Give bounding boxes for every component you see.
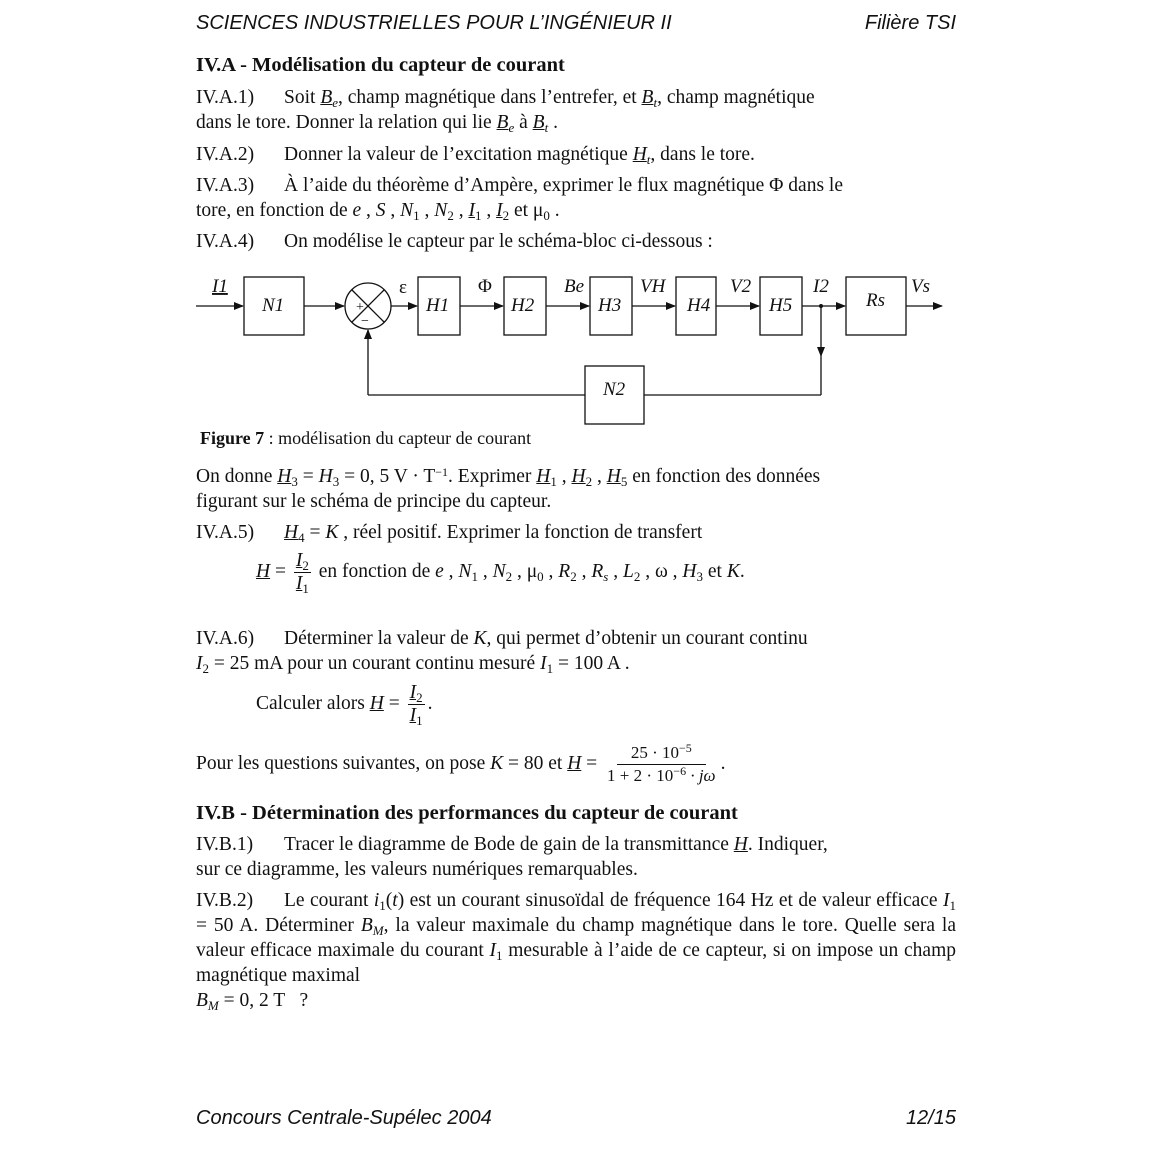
label-v2: V2 bbox=[730, 276, 752, 297]
section-b-title: IV.B - Détermination des performances du capteur de courant bbox=[196, 802, 738, 824]
q-number: IV.A.1) bbox=[196, 87, 255, 108]
question-a2: IV.A.2) Donner la valeur de l’excitation magnétique $H_t$, dans le tore. bbox=[196, 144, 755, 167]
block-h4: H4 bbox=[687, 295, 711, 316]
q-text: Tracer le diagramme de Bode de gain de la transmittance bbox=[284, 834, 729, 855]
transfer-function: H = $\frac{I_2}{I_1}$ en fonction de e , $N_1$ , $N_2$ , $\mu_0$ , $R_2$ , $R_s$ , $L_2$ , ω , $H_3$ et K. bbox=[256, 550, 745, 596]
question-a5: IV.A.5) $H_4 = K$ , réel positif. Exprimer la fonction de transfert bbox=[196, 522, 703, 545]
q-text: Déterminer la valeur de bbox=[284, 628, 469, 649]
value-bm: 0, 2 T bbox=[239, 990, 285, 1011]
value-i2: 25 mA bbox=[229, 653, 283, 674]
given-text: . Exprimer bbox=[448, 466, 532, 487]
q-text: , la valeur maximale du champ magnétique dans le tore. Quelle sera la valeur efficace maximale du courant bbox=[196, 915, 957, 961]
q-text: à bbox=[519, 112, 528, 133]
q-text: est un courant sinusoïdal de fréquence bbox=[409, 890, 711, 911]
given-text: en fonction des données bbox=[632, 466, 821, 487]
q-text: réel positif. Exprimer la fonction de transfert bbox=[352, 522, 703, 543]
given-value: 0, 5 V · T bbox=[359, 466, 436, 487]
q-number: IV.A.6) bbox=[196, 628, 255, 649]
question-b2: IV.B.2) Le courant $i_1(t)$ est un courant sinusoïdal de fréquence 164 Hz et de valeur efficace $I_1 = 50$ A. Déterminer $B_M$, la valeur maximale du champ magnétique dans le tore. Quelle sera la valeur efficace maximale du courant $I_1$ mesurable à l’aide de ce capteur, si on impose un champ magnétique maximal $B_M = 0$, 2 T ? bbox=[196, 890, 957, 1013]
q-text: On modélise le capteur par le schéma-bloc ci-dessous : bbox=[284, 231, 713, 252]
label-be: Be bbox=[564, 276, 585, 297]
question-a1: IV.A.1) Soit $B_e$, champ magnétique dans l’entrefer, et $B_t$, champ magnétique dans le tore. Donner la relation qui lie $B_e$ à $B_t$ . bbox=[196, 87, 815, 135]
q-text: , champ magnétique dans l’entrefer, et bbox=[338, 87, 637, 108]
label-input: I1 bbox=[212, 276, 228, 297]
pose-k: 80 bbox=[523, 752, 544, 774]
block-rs: Rs bbox=[866, 290, 885, 311]
question-b1: IV.B.1) Tracer le diagramme de Bode de gain de la transmittance H. Indiquer, sur ce diagramme, les valeurs numériques remarquables. bbox=[196, 834, 828, 880]
header-track: Filière TSI bbox=[864, 12, 956, 34]
q-text: , qui permet d’obtenir un courant continu bbox=[486, 628, 808, 649]
q-number: IV.B.1) bbox=[196, 834, 254, 855]
q-text: . Indiquer, bbox=[747, 834, 828, 855]
q-text: Calculer alors bbox=[256, 692, 365, 714]
block-n1: N1 bbox=[262, 295, 285, 316]
q-text: Donner la valeur de l’excitation magnétique bbox=[284, 144, 628, 165]
q-text: dans le bbox=[788, 175, 843, 196]
label-vs: Vs bbox=[911, 276, 930, 297]
pose-text: et bbox=[548, 752, 563, 774]
label-i2: I2 bbox=[813, 276, 829, 297]
given-paragraph: On donne $H_3 = H_3 = 0$, 5 $V \cdot T^{-1}$. Exprimer $H_1$ , $H_2$ , $H_5$ en fonction des données figurant sur le schéma de principe du capteur. bbox=[196, 465, 821, 512]
q-text: Le courant bbox=[284, 890, 369, 911]
q-number: IV.A.3) bbox=[196, 175, 255, 196]
value-i1: 100 A bbox=[573, 653, 620, 674]
sum-minus: − bbox=[361, 314, 369, 329]
value-freq: 164 Hz bbox=[716, 890, 774, 911]
calc-h: Calculer alors H = $\frac{I_2}{I_1}$ . bbox=[256, 682, 433, 728]
q-text: dans le tore. Donner la relation qui lie bbox=[196, 112, 492, 133]
figure-caption bbox=[200, 426, 960, 451]
q-text: et bbox=[513, 200, 529, 221]
q-text: Soit bbox=[284, 87, 316, 108]
label-vh: VH bbox=[640, 276, 666, 297]
q-text: mesurable à l’aide de ce capteur, si on impose un champ magnétique maximal bbox=[196, 940, 956, 986]
label-eps: ε bbox=[399, 277, 407, 298]
q-number: IV.A.4) bbox=[196, 231, 255, 252]
block-n2: N2 bbox=[603, 379, 626, 400]
q-text: pour un courant continu mesuré bbox=[287, 653, 536, 674]
q-text: , dans le tore. bbox=[650, 144, 755, 165]
q-text: , champ magnétique bbox=[657, 87, 815, 108]
sum-plus: + bbox=[356, 300, 364, 315]
block-h3: H3 bbox=[598, 295, 622, 316]
label-phi: Φ bbox=[478, 276, 492, 297]
q-number: IV.A.5) bbox=[196, 522, 255, 543]
question-a3: IV.A.3) À l’aide du théorème d’Ampère, exprimer le flux magnétique Φ dans le tore, en fonction de e , S , $N_1$ , $N_2$ , $I_1$ , $I_2$ et $\mu_0$ . bbox=[196, 175, 843, 223]
header-title: SCIENCES INDUSTRIELLES POUR L’INGÉNIEUR II bbox=[196, 12, 672, 34]
given-text: On donne bbox=[196, 466, 273, 487]
pose-paragraph: Pour les questions suivantes, on pose K = 80 et H = $\frac{25 \cdot 10^{-5}}{1 + 2 \cdot 10^{-6} \cdot j\omega}$ . bbox=[196, 741, 726, 785]
section-a-title: IV.A - Modélisation du capteur de courant bbox=[196, 54, 565, 76]
block-h5: H5 bbox=[769, 295, 793, 316]
q-number: IV.B.2) bbox=[196, 890, 254, 911]
block-h2: H2 bbox=[511, 295, 535, 316]
q-text: et bbox=[707, 560, 722, 582]
footer-contest: Concours Centrale-Supélec 2004 bbox=[196, 1107, 492, 1129]
q-text: sur ce diagramme, les valeurs numériques remarquables. bbox=[196, 859, 638, 880]
block-h1: H1 bbox=[426, 295, 450, 316]
given-text: figurant sur le schéma de principe du capteur. bbox=[196, 491, 552, 512]
pose-text: Pour les questions suivantes, on pose bbox=[196, 752, 486, 774]
q-text: en fonction de bbox=[318, 560, 431, 582]
figure-caption-text: : modélisation du capteur de courant bbox=[264, 428, 532, 448]
q-text: tore, en fonction de bbox=[196, 200, 348, 221]
q-text: . Déterminer bbox=[253, 915, 354, 936]
block-diagram bbox=[0, 0, 1152, 440]
question-a6: IV.A.6) Déterminer la valeur de K, qui permet d’obtenir un courant continu $I_2 = 25$ mA pour un courant continu mesuré $I_1 = 100$ A . bbox=[196, 628, 808, 676]
q-text: et de valeur efficace bbox=[778, 890, 938, 911]
footer-page: 12/15 bbox=[905, 1107, 956, 1129]
figure-label: Figure 7 bbox=[200, 428, 265, 448]
q-text: À l’aide du théorème d’Ampère, exprimer le flux magnétique bbox=[284, 175, 765, 196]
q-number: IV.A.2) bbox=[196, 144, 255, 165]
value-ieff: 50 A bbox=[213, 915, 254, 936]
